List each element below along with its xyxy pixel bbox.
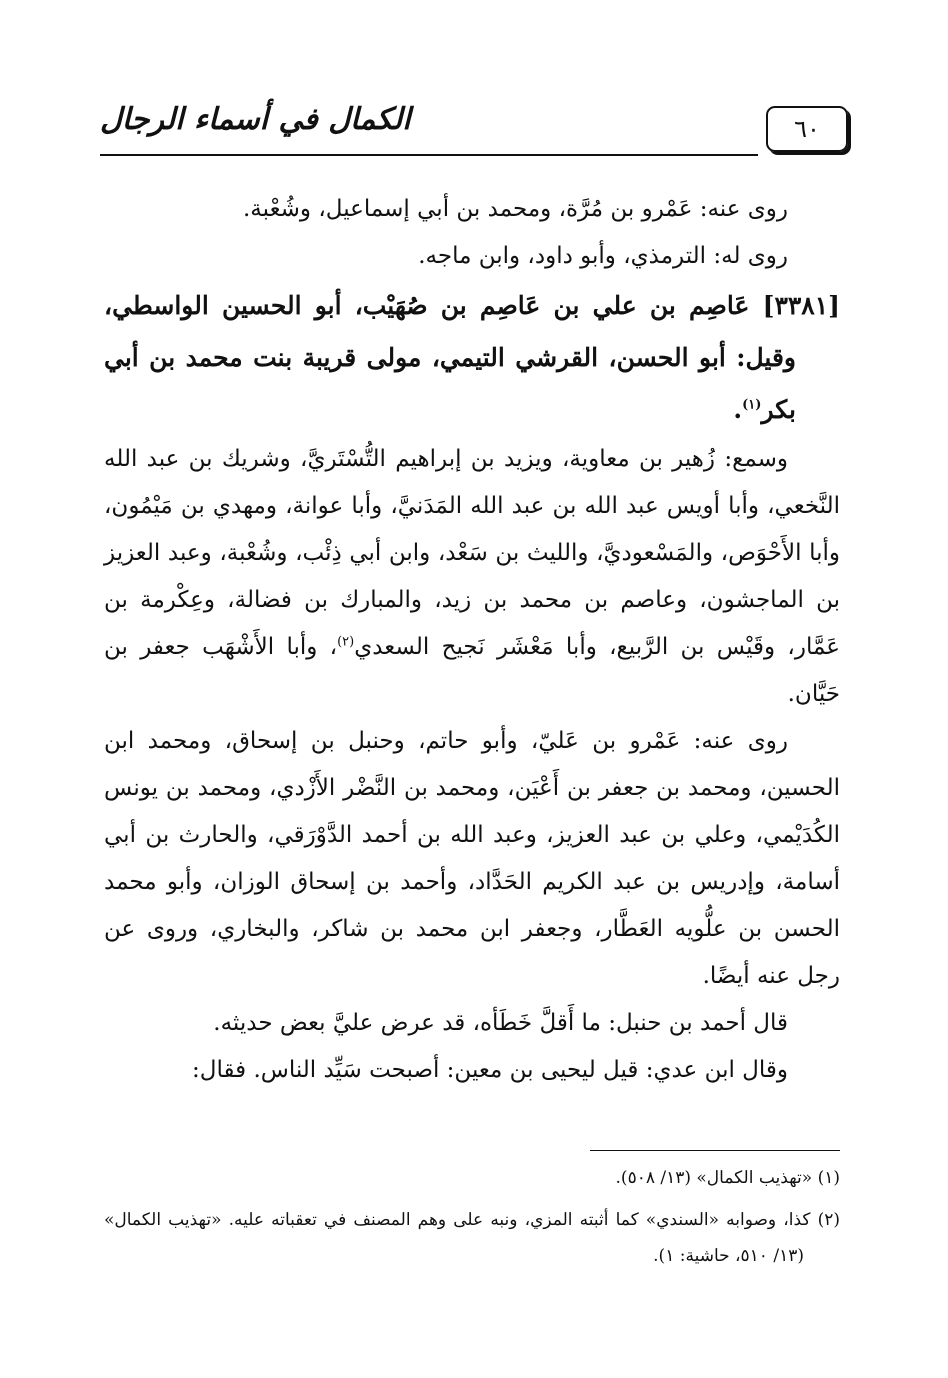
entry-heading-text: [٣٣٨١] عَاصِم بن علي بن عَاصِم بن صُهَيْب، أبو الحسين الواسطي، وقيل: أبو الحسن، القرشي التيمي، مولى قريبة بنت محمد بن أبي بكر — [104, 291, 840, 424]
footnote-2: (٢) كذا، وصوابه «السندي» كما أثبته المزي، ونبه على وهم المصنف في تعقباته عليه. «تهذيب الكمال» (١٣/ ٥١٠، حاشية: ١). — [104, 1210, 840, 1266]
footnote-separator — [590, 1150, 840, 1151]
running-title: الكمال في أسماء الرجال — [100, 102, 411, 137]
biography-entry-heading — [104, 280, 840, 436]
heard-from-end: ، وأبا الأَشْهَب جعفر بن حَيَّان. — [104, 634, 840, 707]
header-rule — [100, 154, 758, 156]
page-number-box — [766, 106, 848, 152]
transmitted-by-paragraph: روى له: الترمذي، وأبو داود، وابن ماجه. — [418, 243, 788, 269]
footnote-ref-2: (٢) — [337, 634, 355, 650]
heard-from-text: وسمع: زُهير بن معاوية، ويزيد بن إبراهيم التُّسْتَريَّ، وشريك بن عبد الله النَّخعي، وأبا أويس عبد الله بن عبد الله المَدَنيَّ، وأبا عوانة، ومهدي بن مَيْمُون، وأبا الأَحْوَص، والمَسْعوديَّ، والليث بن سَعْد، وابن أبي ذِئْب، وشُعْبة، وعبد العزيز بن الماجشون، وعاصم بن محمد بن زيد، والمبارك بن فضالة، وعِكْرمة بن عَمَّار، وقَيْس بن الرَّبيع، وأبا مَعْشَر نَجيح السعدي — [104, 446, 840, 660]
narrators-from-paragraph: روى عنه: عَمْرو بن مُرَّة، ومحمد بن أبي إسماعيل، وشُعْبة. — [242, 196, 788, 222]
students-paragraph: روى عنه: عَمْرو بن عَليّ، وأبو حاتم، وحنبل بن إسحاق، ومحمد ابن الحسين، ومحمد بن جعفر بن أَعْيَن، ومحمد بن النَّضْر الأَزْدي، ومحمد بن يونس الكُدَيْمي، وعلي بن عبد العزيز، وعبد الله بن أحمد الدَّوْرَقي، والحارث بن أبي أسامة، وإدريس بن عبد الكريم الحَدَّاد، وأحمد بن إسحاق الوزان، وأبو محمد الحسن بن علُّويه العَطَّار، وجعفر ابن محمد بن شاكر، والبخاري، وروى عن رجل عنه أيضًا. — [104, 728, 840, 989]
ibn-adi-quote-paragraph: وقال ابن عدي: قيل ليحيى بن معين: أصبحت سَيِّد الناس. فقال: — [192, 1057, 788, 1083]
ahmad-quote-paragraph: قال أحمد بن حنبل: ما أَقلَّ خَطَأه، قد عرض عليَّ بعض حديثه. — [213, 1010, 788, 1036]
footnote-1: (١) «تهذيب الكمال» (١٣/ ٥٠٨). — [615, 1168, 840, 1188]
page-header — [100, 100, 848, 158]
page-number: ٦٠ — [794, 115, 820, 143]
footnote-ref-1: (١) — [742, 397, 762, 413]
entry-heading-end: . — [733, 395, 743, 424]
main-text — [104, 186, 840, 1094]
footnotes — [104, 1160, 840, 1280]
heard-from-paragraph — [104, 436, 840, 718]
